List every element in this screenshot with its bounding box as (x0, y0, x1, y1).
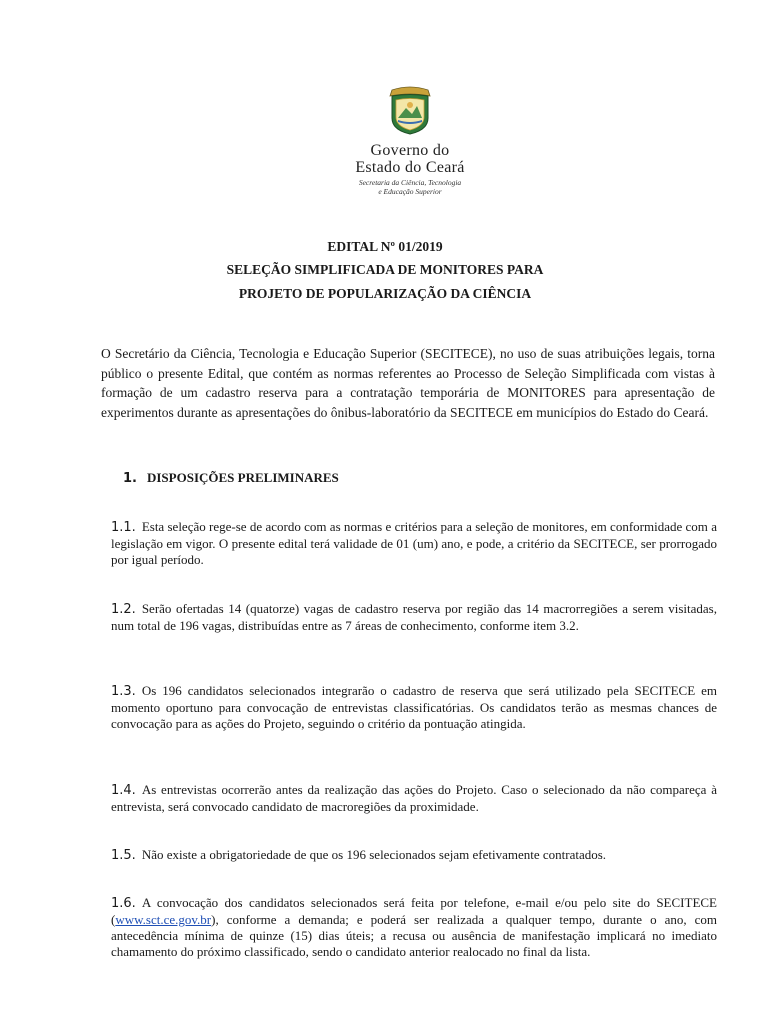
list-item (111, 519, 717, 568)
list-item (111, 895, 717, 960)
item-number: 1.6. (111, 896, 136, 911)
coat-of-arms-icon (384, 84, 436, 136)
org-name-line1: Governo do (370, 142, 450, 159)
list-item (111, 601, 717, 634)
edital-number: EDITAL Nº 01/2019 (327, 239, 443, 254)
edital-title-line1: SELEÇÃO SIMPLIFICADA DE MONITORES PARA (226, 262, 544, 277)
item-number: 1.1. (111, 520, 136, 535)
item-number: 1.3. (111, 684, 136, 699)
item-text: Serão ofertadas 14 (quatorze) vagas de cadastro reserva por região das 14 macrorregiões a serem visitadas, num total de 196 vagas, distribuídas entre as 7 áreas de conhecimento, conforme item 3.2. (111, 601, 717, 633)
secitece-website-link[interactable]: www.sct.ce.gov.br (115, 912, 212, 927)
org-subtitle-line1: Secretaria da Ciência, Tecnologia (358, 178, 462, 187)
government-logo (340, 84, 480, 196)
list-item (111, 782, 717, 815)
item-number: 1.5. (111, 848, 136, 863)
item-text: Não existe a obrigatoriedade de que os 196 selecionados sejam efetivamente contratados. (141, 847, 607, 862)
item-text-before-link: A convocação dos candidatos selecionados será feita por telefone, e-mail e/ou pelo site do SECITECE ( (111, 895, 717, 927)
list-item (111, 683, 717, 732)
section-heading (123, 470, 339, 486)
item-text-after-link: ), conforme a demanda; e poderá ser realizada a qualquer tempo, durante o ano, com antecedência mínima de quinze (15) dias úteis; a recusa ou ausência de manifestação implicará no imediato chamamento do próximo classificado, sendo o candidato anterior realocado no final da lista. (111, 912, 717, 959)
org-name-line2: Estado do Ceará (355, 159, 465, 176)
section-title: DISPOSIÇÕES PRELIMINARES (146, 470, 339, 485)
item-text: Os 196 candidatos selecionados integrarão o cadastro de reserva que será utilizado pela SECITECE em momento oportuno para convocação de entrevistas classificatórias. Os candidatos terão as mesmas chances de convocação para as ações do Projeto, seguindo o critério da pontuação atingida. (111, 683, 717, 731)
item-text: As entrevistas ocorrerão antes da realização das ações do Projeto. Caso o selecionado da não compareça à entrevista, será convocado candidato de macroregiões da proximidade. (111, 782, 717, 814)
item-number: 1.4. (111, 783, 136, 798)
edital-title-line2: PROJETO DE POPULARIZAÇÃO DA CIÊNCIA (238, 286, 532, 301)
intro-paragraph: O Secretário da Ciência, Tecnologia e Educação Superior (SECITECE), no uso de suas atribuições legais, torna público o presente Edital, que contém as normas referentes ao Processo de Seleção Simplificada com vistas à formação de um cadastro reserva para a contratação temporária de MONITORES para apresentação de experimentos durante as apresentações do ônibus-laboratório da SECITECE em municípios do Estado do Ceará. (101, 346, 715, 420)
list-item (111, 847, 717, 864)
section-number: 1. (123, 471, 137, 486)
item-text: Esta seleção rege-se de acordo com as normas e critérios para a seleção de monitores, em conformidade com a legislação em vigor. O presente edital terá validade de 01 (um) ano, e pode, a critério da SECITECE, ser prorrogado por igual período. (111, 519, 717, 567)
item-number: 1.2. (111, 602, 136, 617)
org-subtitle-line2: e Educação Superior (378, 186, 442, 196)
